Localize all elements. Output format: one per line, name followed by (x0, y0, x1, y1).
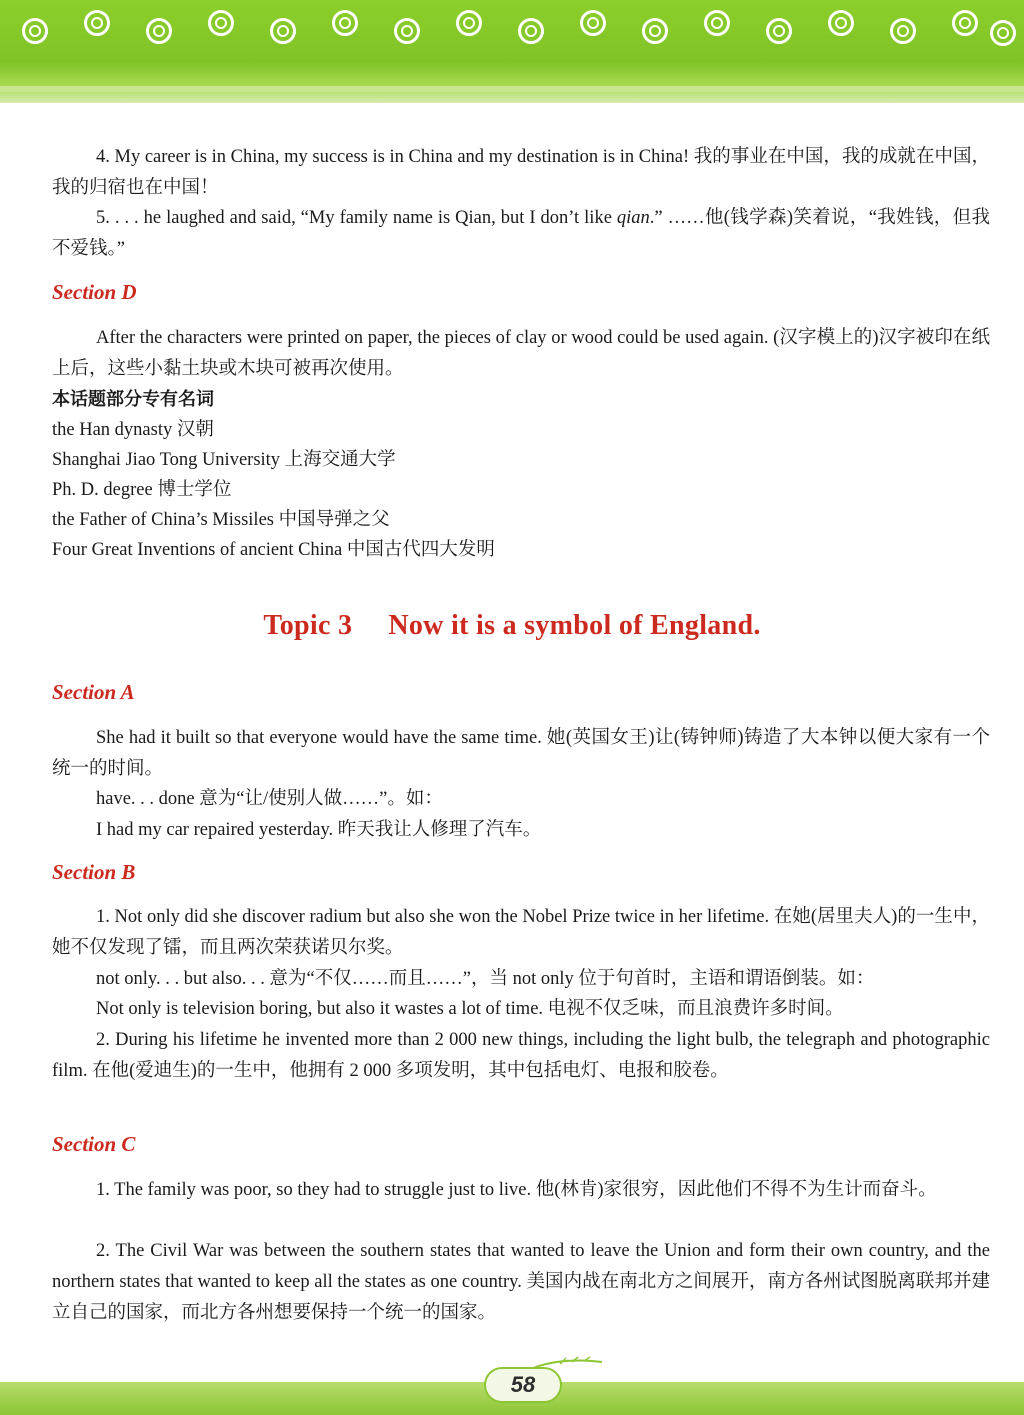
header-strip (0, 86, 1024, 92)
ring-ornament (270, 18, 296, 44)
ring-ornament (518, 18, 544, 44)
section-b-note: not only. . . but also. . . 意为“不仅……而且……”，当 not only 位于句首时，主语和谓语倒装。如： (96, 969, 875, 989)
section-d-paragraph: After the characters were printed on paper, the pieces of clay or wood could be used again. (汉字模上的)汉字被印在纸上后，这些小黏土块或木块可被再次使用。 (52, 328, 990, 379)
page-number-badge (484, 1367, 562, 1403)
ring-ornament (456, 10, 482, 36)
section-b-item-2: 2. During his lifetime he invented more than 2 000 new things, including the light bulb, the telegraph and photographic film. 在他(爱迪生)的一生中，他拥有 2 000 多项发明，其中包括电灯、电报和胶卷。 (52, 1030, 990, 1081)
item-5 (52, 203, 990, 265)
topic-title (0, 610, 1024, 642)
proper-noun-item: Ph. D. degree 博士学位 (52, 480, 232, 500)
ring-ornament (766, 18, 792, 44)
ring-ornament (890, 18, 916, 44)
section-a-example: I had my car repaired yesterday. 昨天我让人修理了汽车。 (96, 820, 542, 840)
ring-ornament (394, 18, 420, 44)
ring-ornament (952, 10, 978, 36)
ring-ornament (22, 18, 48, 44)
ring-ornament (828, 10, 854, 36)
proper-nouns-title: 本话题部分专有名词 (52, 389, 214, 410)
ring-ornament (146, 18, 172, 44)
item-5-part-2: .” ……他(钱学森)笑着说，“我姓钱，但我不爱钱。” (52, 208, 990, 259)
section-b-example: Not only is television boring, but also it wastes a lot of time. 电视不仅乏味，而且浪费许多时间。 (96, 999, 844, 1019)
section-a-note: have. . . done 意为“让/使别人做……”。如： (96, 789, 443, 809)
proper-noun-item: the Father of China’s Missiles 中国导弹之父 (52, 510, 390, 530)
ring-ornament (580, 10, 606, 36)
ring-ornament (990, 20, 1016, 46)
topic-heading: Now it is a symbol of England. (388, 610, 761, 641)
section-a-paragraph: She had it built so that everyone would have the same time. 她(英国女王)让(铸钟师)铸造了大本钟以便大家有一个统一的时间。 (52, 728, 990, 779)
item-5-part-1: 5. . . . he laughed and said, “My family name is Qian, but I don’t like (96, 208, 617, 228)
proper-noun-item: Shanghai Jiao Tong University 上海交通大学 (52, 450, 396, 470)
proper-noun-item: Four Great Inventions of ancient China 中国古代四大发明 (52, 540, 495, 560)
ring-ornament (84, 10, 110, 36)
item-4: 4. My career is in China, my success is in China and my destination is in China! 我的事业在中国，我的成就在中国，我的归宿也在中国！ (52, 147, 990, 198)
section-d-heading: Section D (52, 280, 137, 304)
page-number: 58 (510, 1372, 536, 1397)
ring-ornament (332, 10, 358, 36)
section-c-heading: Section C (52, 1132, 136, 1156)
section-b-heading: Section B (52, 860, 136, 884)
ring-ornament (704, 10, 730, 36)
section-c-item-1: 1. The family was poor, so they had to struggle just to live. 他(林肯)家很穷，因此他们不得不为生计而奋斗。 (96, 1180, 937, 1200)
proper-noun-item: the Han dynasty 汉朝 (52, 420, 214, 440)
topic-number: Topic 3 (263, 610, 353, 641)
section-c-item-2: 2. The Civil War was between the southern states that wanted to leave the Union and form their own country, and the northern states that wanted to keep all the states as one country. 美国内战在南北方之间展开，南方各州试图脱离联邦并建立自己的国家，而北方各州想要保持一个统一的国家。 (52, 1241, 990, 1323)
header-band (0, 0, 1024, 103)
section-b-item-1: 1. Not only did she discover radium but also she won the Nobel Prize twice in her lifetime. 在她(居里夫人)的一生中，她不仅发现了镭，而且两次荣获诺贝尔奖。 (52, 907, 990, 958)
item-5-italic: qian (616, 208, 650, 228)
section-a-heading: Section A (52, 680, 135, 704)
ring-ornament (208, 10, 234, 36)
ring-ornament (642, 18, 668, 44)
